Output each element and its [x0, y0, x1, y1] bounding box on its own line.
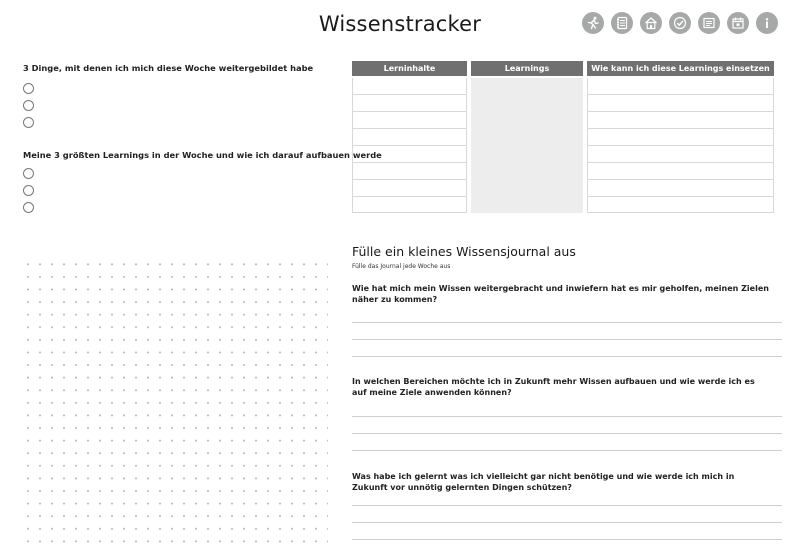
writing-line[interactable]	[352, 522, 782, 523]
journal-question-1: Wie hat mich mein Wissen weitergebracht und inwiefern hat es mir geholfen, meinen Zielen näher zu kommen?	[352, 284, 769, 304]
learning-item-checkbox-3[interactable]	[23, 117, 34, 128]
writing-line[interactable]	[352, 505, 782, 506]
writing-line[interactable]	[352, 339, 782, 340]
learning-item-checkbox-1[interactable]	[23, 83, 34, 94]
writing-line[interactable]	[352, 450, 782, 451]
weekly-learning-heading: 3 Dinge, mit denen ich mich diese Woche weitergebildet habe	[23, 63, 314, 73]
top-learnings-heading: Meine 3 größten Learnings in der Woche und wie ich darauf aufbauen werde	[23, 150, 382, 160]
note-icon[interactable]	[698, 12, 720, 34]
top-learning-checkbox-3[interactable]	[23, 202, 34, 213]
runner-icon[interactable]	[582, 12, 604, 34]
writing-line[interactable]	[352, 356, 782, 357]
calendar-icon[interactable]	[727, 12, 749, 34]
table-column-body[interactable]	[471, 78, 583, 213]
dot-grid-notes-area[interactable]	[22, 258, 328, 550]
nav-icon-bar	[582, 12, 778, 34]
table-column-body[interactable]	[587, 78, 774, 213]
table-column-lerninhalte	[352, 61, 467, 213]
journal-question-3: Was habe ich gelernt was ich vielleicht gar nicht benötige und wie werde ich mich in Zukunft vor unnötig gelernten Dingen schützen?	[352, 472, 735, 492]
writing-line[interactable]	[352, 416, 782, 417]
table-header: Learnings	[471, 61, 583, 76]
writing-line[interactable]	[352, 433, 782, 434]
writing-line[interactable]	[352, 539, 782, 540]
table-header: Wie kann ich diese Learnings einsetzen	[587, 61, 774, 76]
table-column-learnings	[471, 61, 583, 213]
table-column-einsetzen	[587, 61, 774, 213]
page-title: Wissenstracker	[318, 12, 482, 36]
journal-question-2: In welchen Bereichen möchte ich in Zukunft mehr Wissen aufbauen und wie werde ich es auf meine Ziele anwenden können?	[352, 377, 755, 397]
checkmark-icon[interactable]	[669, 12, 691, 34]
journal-title: Fülle ein kleines Wissensjournal aus	[352, 244, 576, 259]
table-column-body[interactable]	[352, 78, 467, 213]
learning-item-checkbox-2[interactable]	[23, 100, 34, 111]
writing-line[interactable]	[352, 322, 782, 323]
journal-subtitle: Fülle das Journal jede Woche aus	[352, 263, 451, 270]
top-learning-checkbox-2[interactable]	[23, 185, 34, 196]
house-icon[interactable]	[640, 12, 662, 34]
notebook-icon[interactable]	[611, 12, 633, 34]
info-icon[interactable]	[756, 12, 778, 34]
top-learning-checkbox-1[interactable]	[23, 168, 34, 179]
table-header: Lerninhalte	[352, 61, 467, 76]
